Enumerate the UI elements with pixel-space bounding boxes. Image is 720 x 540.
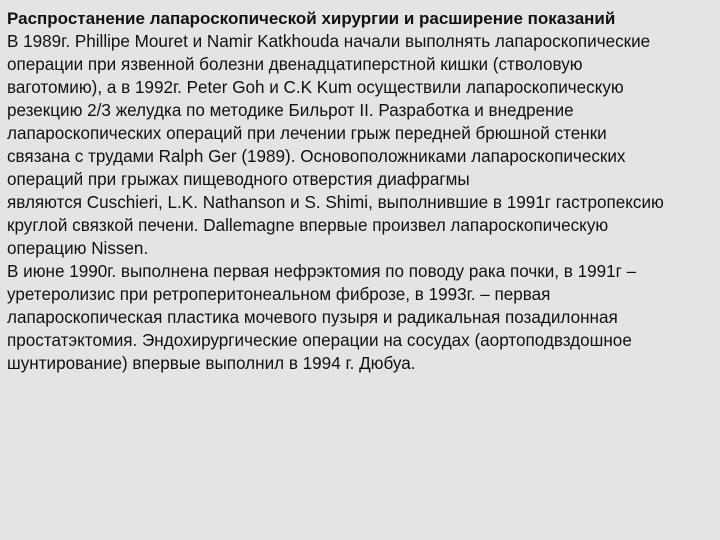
text-line: являются Cuschieri, L.K. Nathanson и S. Shimi, выполнившие в 1991г гастропексию: [7, 193, 664, 212]
text-line: операции при язвенной болезни двенадцатиперстной кишки (стволовую: [7, 55, 583, 74]
text-line: шунтирование) впервые выполнил в 1994 г. Дюбуа.: [7, 354, 416, 373]
paragraph-urology-vascular: [7, 260, 713, 375]
text-block: [7, 7, 713, 375]
slide-title: Распростанение лапароскопической хирургии и расширение показаний: [7, 9, 616, 28]
text-line: круглой связкой печени. Dallemagne впервые произвел лапароскопическую: [7, 216, 609, 235]
text-line: резекцию 2/3 желудка по методике Бильрот II. Разработка и внедрение: [7, 101, 574, 120]
text-line: В июне 1990г. выполнена первая нефрэктомия по поводу рака почки, в 1991г –: [7, 262, 637, 281]
text-line: ваготомию), а в 1992г. Peter Goh и C.K Kum осуществили лапароскопическую: [7, 78, 624, 97]
text-line: лапароскопическая пластика мочевого пузыря и радикальная позадилонная: [7, 308, 618, 327]
text-line: лапароскопических операций при лечении грыж передней брюшной стенки: [7, 124, 607, 143]
text-line: связана с трудами Ralph Ger (1989). Основоположниками лапароскопических: [7, 147, 626, 166]
paragraph-laparoscopic-history: [7, 30, 713, 260]
text-line: операций при грыжах пищеводного отверстия диафрагмы: [7, 170, 470, 189]
text-line: В 1989г. Phillipe Mouret и Namir Katkhouda начали выполнять лапароскопические: [7, 32, 651, 51]
text-line: операцию Nissen.: [7, 239, 149, 258]
text-line: простатэктомия. Эндохирургические операции на сосудах (аортоподвздошное: [7, 331, 632, 350]
text-line: уретеролизис при ретроперитонеальном фиброзе, в 1993г. – первая: [7, 285, 551, 304]
